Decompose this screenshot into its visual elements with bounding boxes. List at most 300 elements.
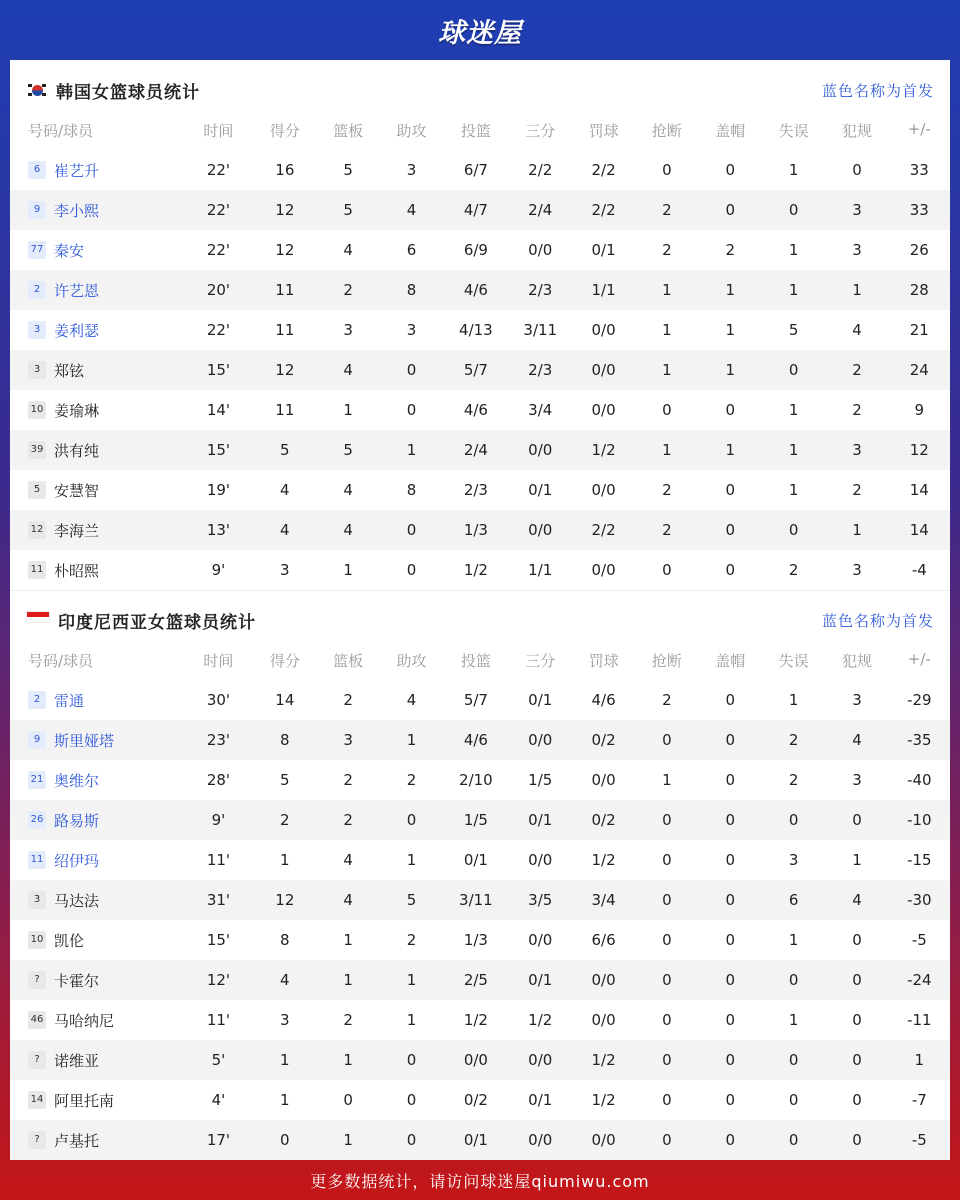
stat-cell: 3 — [280, 1011, 290, 1029]
column-header: 犯规 — [841, 122, 872, 140]
stat-cell: 1 — [699, 430, 762, 470]
player-name[interactable]: 凯伦 — [54, 931, 85, 950]
player-name[interactable]: 奥维尔 — [54, 771, 100, 790]
stat-cell: 5 — [788, 321, 799, 339]
team-header — [10, 591, 950, 650]
stat-cell: 24 — [889, 350, 950, 390]
stat-cell: 1 — [788, 1011, 799, 1029]
stat-cell: 0 — [762, 800, 825, 840]
stat-cell: 0 — [825, 1040, 888, 1080]
stat-cell: 4 — [317, 350, 380, 390]
stat-cell: 1 — [280, 1091, 290, 1109]
stat-cell: 4' — [211, 1091, 226, 1109]
jersey-number-badge: 11 — [28, 851, 46, 869]
player-row[interactable] — [10, 920, 950, 960]
stat-cell: 2 — [406, 771, 417, 789]
stat-cell: 1/2 — [591, 851, 616, 869]
stat-cell: 1 — [635, 270, 698, 310]
table-header-row — [10, 120, 950, 150]
jersey-number-badge: ? — [28, 1131, 46, 1149]
player-cell — [10, 190, 184, 230]
jersey-number-badge: 26 — [28, 811, 46, 829]
stat-cell: 4 — [253, 960, 316, 1000]
player-cell — [10, 270, 184, 310]
stat-cell: 22' — [206, 241, 231, 259]
stat-cell: 1 — [788, 241, 799, 259]
column-header: 时间 — [203, 652, 234, 670]
stat-cell: -7 — [911, 1091, 927, 1109]
stat-cell: 2/3 — [509, 270, 572, 310]
stat-cell: 1 — [852, 851, 862, 869]
stat-cell: 0/1 — [528, 481, 553, 499]
column-header: 罚球 — [588, 652, 619, 670]
player-row[interactable] — [10, 1040, 950, 1080]
stat-cell: 8 — [253, 720, 316, 760]
stat-cell: 6/9 — [463, 241, 488, 259]
jersey-number-badge: 5 — [28, 481, 46, 499]
player-name[interactable]: 卢基托 — [54, 1131, 100, 1150]
column-header: 犯规 — [841, 652, 872, 670]
stat-cell: 23' — [184, 720, 253, 760]
stat-cell: 0 — [699, 510, 762, 550]
player-row[interactable] — [10, 350, 950, 390]
stat-cell: 1 — [635, 430, 698, 470]
player-cell — [10, 510, 184, 550]
jersey-number-badge: 3 — [28, 361, 46, 379]
column-header: 投篮 — [460, 122, 491, 140]
stat-cell: 3 — [852, 691, 862, 709]
stat-cell: 0 — [725, 1011, 736, 1029]
player-stats-table — [10, 650, 950, 1160]
player-name[interactable]: 路易斯 — [54, 811, 100, 830]
column-header: +/- — [907, 650, 931, 668]
stat-cell: 4 — [343, 851, 353, 869]
stat-cell: 1/5 — [528, 771, 553, 789]
player-row[interactable] — [10, 840, 950, 880]
player-cell — [10, 310, 184, 350]
player-name[interactable]: 许艺恩 — [54, 281, 100, 300]
stat-cell: 0/1 — [443, 1120, 508, 1160]
player-cell — [10, 470, 184, 510]
stat-cell: 3 — [406, 161, 417, 179]
stat-cell: 2/4 — [509, 190, 572, 230]
stat-cell: 2 — [662, 241, 672, 259]
stat-cell: 0/2 — [572, 720, 635, 760]
column-header: 投篮 — [460, 652, 491, 670]
team-section-indonesia — [10, 591, 950, 1160]
stat-cell: 12 — [253, 190, 316, 230]
stat-cell: 0 — [825, 960, 888, 1000]
player-cell — [10, 720, 184, 760]
stat-cell: 1 — [317, 960, 380, 1000]
stat-cell: 8 — [280, 931, 290, 949]
column-header: 三分 — [525, 652, 556, 670]
column-header: 失误 — [778, 652, 809, 670]
stat-cell: 0/1 — [463, 851, 488, 869]
stat-cell: 0 — [725, 691, 736, 709]
stat-cell: 12 — [253, 350, 316, 390]
stat-cell: 1/2 — [572, 1040, 635, 1080]
stat-cell: 1 — [380, 960, 443, 1000]
stat-cell: 2 — [762, 720, 825, 760]
stat-cell: 3/11 — [443, 880, 508, 920]
stat-cell: 0 — [699, 190, 762, 230]
player-cell — [10, 1040, 184, 1080]
stat-cell: 1 — [343, 931, 353, 949]
jersey-number-badge: 3 — [28, 891, 46, 909]
stat-cell: 5 — [343, 161, 353, 179]
jersey-number-badge: ? — [28, 1051, 46, 1069]
stat-cell: 2 — [317, 800, 380, 840]
stat-cell: 14 — [889, 510, 950, 550]
stat-cell: 1 — [788, 481, 799, 499]
stat-cell: 22' — [184, 190, 253, 230]
jersey-number-badge: 10 — [28, 931, 46, 949]
stat-cell: 2/10 — [459, 771, 493, 789]
stat-cell: 0 — [635, 720, 698, 760]
stat-cell: 6/6 — [591, 931, 616, 949]
stat-cell: 2/2 — [572, 510, 635, 550]
player-row[interactable] — [10, 1000, 950, 1040]
player-row[interactable] — [10, 150, 950, 190]
stat-cell: 3 — [343, 321, 353, 339]
player-name[interactable]: 马达法 — [54, 891, 100, 910]
stat-cell: 14 — [275, 691, 295, 709]
stat-cell: 1/1 — [572, 270, 635, 310]
player-row[interactable] — [10, 680, 950, 720]
stat-cell: 1/5 — [443, 800, 508, 840]
stat-cell: 2 — [317, 270, 380, 310]
stat-cell: 1/3 — [443, 510, 508, 550]
stat-cell: 0 — [380, 1040, 443, 1080]
stat-cell: 1/2 — [591, 1091, 616, 1109]
stat-cell: 26 — [909, 241, 929, 259]
stat-cell: 0 — [762, 960, 825, 1000]
stat-cell: 0 — [825, 1120, 888, 1160]
player-name[interactable]: 雷通 — [54, 691, 85, 710]
player-name[interactable]: 郑铉 — [54, 361, 85, 380]
player-name[interactable]: 李海兰 — [54, 521, 100, 540]
player-row[interactable] — [10, 470, 950, 510]
jersey-number-badge: 21 — [28, 771, 46, 789]
player-cell — [10, 840, 184, 880]
stat-cell: 4 — [825, 880, 888, 920]
stat-cell: 0/0 — [591, 1011, 616, 1029]
player-cell — [10, 800, 184, 840]
stat-cell: 5 — [280, 771, 290, 789]
stat-cell: 3 — [788, 851, 799, 869]
stat-cell: 0 — [635, 800, 698, 840]
stat-cell: 9 — [914, 401, 925, 419]
stat-cell: 1 — [343, 401, 353, 419]
stat-cell: -40 — [907, 771, 932, 789]
stat-cell: 0 — [699, 1120, 762, 1160]
stat-cell: 5 — [317, 430, 380, 470]
stat-cell: 0 — [662, 401, 672, 419]
player-name[interactable]: 绍伊玛 — [54, 851, 100, 870]
player-name[interactable]: 斯里娅塔 — [54, 731, 115, 750]
stat-cell: 3 — [852, 241, 862, 259]
stat-cell: 0 — [762, 1040, 825, 1080]
stat-cell: 0 — [662, 161, 672, 179]
player-name[interactable]: 洪有纯 — [54, 441, 100, 460]
stat-cell: 0 — [788, 1091, 799, 1109]
stat-cell: 1 — [825, 510, 888, 550]
stat-cell: 0/0 — [591, 401, 616, 419]
stat-cell: 3 — [852, 561, 862, 579]
player-cell — [10, 1000, 184, 1040]
stat-cell: -11 — [907, 1011, 932, 1029]
stat-cell: 4 — [317, 880, 380, 920]
stat-cell: 3 — [280, 561, 290, 579]
stat-cell: 4/6 — [591, 691, 616, 709]
stat-cell: 11 — [253, 270, 316, 310]
stat-cell: 3/11 — [523, 321, 558, 339]
stat-cell: 1 — [788, 161, 799, 179]
stat-cell: 1 — [788, 691, 799, 709]
stat-cell: 17' — [184, 1120, 253, 1160]
jersey-number-badge: 9 — [28, 731, 46, 749]
player-row[interactable] — [10, 880, 950, 920]
player-stats-table — [10, 120, 950, 590]
stat-cell: -24 — [889, 960, 950, 1000]
stat-cell: 11' — [206, 851, 231, 869]
player-row[interactable] — [10, 1120, 950, 1160]
footer-link-text[interactable]: 更多数据统计，请访问球迷屋qiumiwu.com — [310, 1171, 650, 1191]
brand-logo[interactable]: 球迷屋 — [438, 17, 522, 49]
stat-cell: -10 — [889, 800, 950, 840]
stat-cell: 0 — [380, 800, 443, 840]
stat-cell: 22' — [206, 161, 231, 179]
stat-cell: 1/2 — [463, 1011, 488, 1029]
stat-cell: 0/0 — [509, 430, 572, 470]
stat-cell: 11 — [275, 401, 295, 419]
player-row[interactable] — [10, 430, 950, 470]
stat-cell: 0 — [380, 350, 443, 390]
stat-cell: 1 — [253, 1040, 316, 1080]
player-row[interactable] — [10, 390, 950, 430]
jersey-number-badge: 39 — [28, 441, 46, 459]
jersey-number-badge: 3 — [28, 321, 46, 339]
stat-cell: 0 — [406, 401, 417, 419]
stat-cell: 0 — [662, 851, 672, 869]
stat-cell: 0/1 — [528, 691, 553, 709]
stat-cell: 0 — [406, 561, 417, 579]
stat-cell: 2/2 — [591, 161, 616, 179]
column-header: 得分 — [269, 122, 300, 140]
stat-cell: 15' — [206, 931, 231, 949]
player-name[interactable]: 安慧智 — [54, 481, 100, 500]
player-name[interactable]: 崔艺升 — [54, 161, 100, 180]
stat-cell: 0/0 — [509, 510, 572, 550]
table-header-row — [10, 650, 950, 680]
stat-cell: 0/0 — [528, 241, 553, 259]
stat-cell: 22' — [206, 321, 231, 339]
stat-cell: 1/2 — [463, 561, 488, 579]
indonesia-flag-icon — [26, 611, 50, 623]
stat-cell: 8 — [406, 481, 417, 499]
stat-cell: 2 — [343, 771, 353, 789]
player-cell — [10, 230, 184, 270]
jersey-number-badge: 14 — [28, 1091, 46, 1109]
column-header: 盖帽 — [715, 122, 746, 140]
stat-cell: 0 — [725, 401, 736, 419]
stat-cell: 0 — [852, 161, 862, 179]
column-header: 抢断 — [651, 652, 682, 670]
stat-cell: 0 — [635, 880, 698, 920]
player-name[interactable]: 阿里托南 — [54, 1091, 115, 1110]
player-name[interactable]: 诺维亚 — [54, 1051, 100, 1070]
stat-cell: 0 — [762, 350, 825, 390]
stat-cell: 0/0 — [443, 1040, 508, 1080]
player-name[interactable]: 秦安 — [54, 241, 85, 260]
stat-cell: 11 — [275, 321, 295, 339]
stat-cell: 28' — [206, 771, 231, 789]
stat-cell: 8 — [380, 270, 443, 310]
stat-cell: 0/1 — [528, 1091, 553, 1109]
player-cell — [10, 880, 184, 920]
stat-cell: 4 — [825, 720, 888, 760]
stat-cell: 0 — [852, 1011, 862, 1029]
stat-cell: 4 — [406, 691, 417, 709]
column-header: 三分 — [525, 122, 556, 140]
stat-cell: 1/3 — [463, 931, 488, 949]
player-row[interactable] — [10, 510, 950, 550]
stat-cell: 4 — [317, 510, 380, 550]
column-header: 盖帽 — [715, 652, 746, 670]
stat-cell: 0/0 — [528, 931, 553, 949]
stat-cell: -5 — [911, 931, 927, 949]
stat-cell: 3 — [406, 321, 417, 339]
stat-cell: 1 — [317, 1040, 380, 1080]
stat-cell: 1/2 — [528, 1011, 553, 1029]
stat-cell: 0 — [699, 720, 762, 760]
player-name[interactable]: 姜瑜琳 — [54, 401, 100, 420]
stat-cell: 0/1 — [509, 800, 572, 840]
stat-cell: 4/6 — [443, 270, 508, 310]
stat-cell: 0 — [662, 1011, 672, 1029]
stat-cell: -15 — [907, 851, 932, 869]
player-name[interactable]: 马哈纳尼 — [54, 1011, 115, 1030]
stat-cell: 33 — [889, 190, 950, 230]
player-row[interactable] — [10, 1080, 950, 1120]
stat-cell: 5/7 — [463, 691, 488, 709]
stat-cell: 0 — [662, 561, 672, 579]
stat-cell: 1 — [280, 851, 290, 869]
stat-cell: 0 — [725, 771, 736, 789]
column-header: 号码/球员 — [28, 652, 94, 670]
stat-cell: 31' — [184, 880, 253, 920]
player-row[interactable] — [10, 310, 950, 350]
stat-cell: 30' — [206, 691, 231, 709]
stat-cell: 5' — [184, 1040, 253, 1080]
stat-cell: 1 — [380, 720, 443, 760]
stat-cell: 2 — [852, 481, 862, 499]
player-row[interactable] — [10, 270, 950, 310]
stat-cell: 11' — [206, 1011, 231, 1029]
stat-cell: 2 — [662, 481, 672, 499]
jersey-number-badge: 10 — [28, 401, 46, 419]
stat-cell: 2 — [788, 561, 799, 579]
stat-cell: 1 — [635, 350, 698, 390]
column-header: 号码/球员 — [28, 122, 94, 140]
stat-cell: 4/6 — [443, 720, 508, 760]
player-name[interactable]: 姜利瑟 — [54, 321, 100, 340]
player-row[interactable] — [10, 760, 950, 800]
stat-cell: 0/0 — [591, 321, 616, 339]
stat-cell: 0/0 — [528, 851, 553, 869]
player-name[interactable]: 卡霍尔 — [54, 971, 100, 990]
stat-cell: 0 — [762, 510, 825, 550]
stat-cell: 0 — [725, 1091, 736, 1109]
stat-cell: 1 — [788, 401, 799, 419]
column-header: 助攻 — [396, 652, 427, 670]
stat-cell: 0/2 — [463, 1091, 488, 1109]
column-header: 篮板 — [333, 122, 364, 140]
stat-cell: 0/0 — [509, 720, 572, 760]
player-row[interactable] — [10, 720, 950, 760]
stat-cell: 0/1 — [509, 960, 572, 1000]
footer-banner — [0, 1160, 960, 1200]
stat-cell: 16 — [275, 161, 295, 179]
stat-cell: -35 — [889, 720, 950, 760]
player-cell — [10, 150, 184, 190]
stat-cell: 0 — [635, 1040, 698, 1080]
stat-cell: 5/7 — [443, 350, 508, 390]
column-header: 助攻 — [396, 122, 427, 140]
stat-cell: 13' — [184, 510, 253, 550]
stat-cell: 12 — [275, 241, 295, 259]
column-header: 时间 — [203, 122, 234, 140]
player-cell — [10, 760, 184, 800]
player-cell — [10, 920, 184, 960]
stat-cell: 2 — [662, 691, 672, 709]
player-cell — [10, 350, 184, 390]
jersey-number-badge: 46 — [28, 1011, 46, 1029]
player-name[interactable]: 李小熙 — [54, 201, 100, 220]
stat-cell: 2/3 — [463, 481, 488, 499]
player-row[interactable] — [10, 230, 950, 270]
team-title: 印度尼西亚女篮球员统计 — [58, 613, 256, 633]
player-row[interactable] — [10, 190, 950, 230]
stat-cell: 3/4 — [572, 880, 635, 920]
player-row[interactable] — [10, 960, 950, 1000]
team-header — [10, 60, 950, 120]
starter-legend-note: 蓝色名称为首发 — [821, 612, 934, 630]
brand-header — [0, 0, 960, 60]
stat-cell: 0 — [699, 880, 762, 920]
jersey-number-badge: 2 — [28, 691, 46, 709]
jersey-number-badge: 6 — [28, 161, 46, 179]
jersey-number-badge: 2 — [28, 281, 46, 299]
column-header: 篮板 — [333, 652, 364, 670]
stat-cell: 15' — [184, 350, 253, 390]
player-cell — [10, 390, 184, 430]
stat-cell: 0 — [762, 1120, 825, 1160]
stat-cell: 0 — [725, 481, 736, 499]
stat-cell: 0 — [699, 1040, 762, 1080]
stat-cell: 2 — [343, 691, 353, 709]
player-row[interactable] — [10, 800, 950, 840]
player-row[interactable] — [10, 550, 950, 590]
player-name[interactable]: 朴昭熙 — [54, 561, 100, 580]
stat-cell: 19' — [206, 481, 231, 499]
stat-cell: 9' — [184, 800, 253, 840]
stat-cell: 1 — [889, 1040, 950, 1080]
stat-cell: 4/13 — [459, 321, 493, 339]
stat-cell: 0 — [852, 1091, 862, 1109]
stat-cell: 4 — [280, 481, 290, 499]
